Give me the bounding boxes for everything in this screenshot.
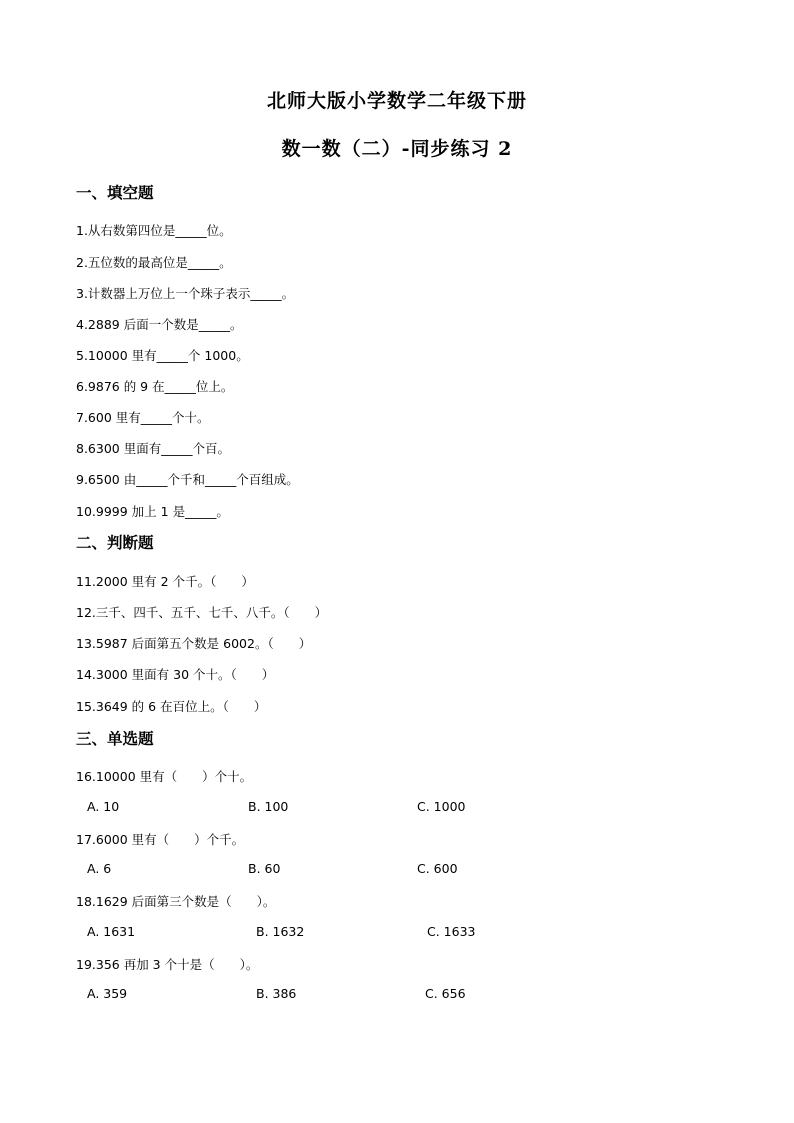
document-subtitle: 数一数（二）-同步练习 2 bbox=[281, 138, 513, 160]
option-a: A. 10 bbox=[87, 799, 120, 814]
option-a: A. 359 bbox=[87, 986, 128, 1001]
section-heading-multiple-choice: 三、单选题 bbox=[76, 730, 154, 748]
question-item: 16.10000 里有（ ）个十。 bbox=[76, 769, 253, 784]
question-item: 2.五位数的最高位是_____。 bbox=[76, 255, 232, 270]
question-item: 17.6000 里有（ ）个千。 bbox=[76, 832, 245, 847]
question-item: 6.9876 的 9 在_____位上。 bbox=[76, 379, 234, 394]
question-item: 12.三千、四千、五千、七千、八千。（ ） bbox=[76, 605, 328, 620]
option-b: B. 1632 bbox=[256, 924, 305, 939]
question-item: 8.6300 里面有_____个百。 bbox=[76, 441, 230, 456]
question-item: 7.600 里有_____个十。 bbox=[76, 410, 210, 425]
question-item: 11.2000 里有 2 个千。（ ） bbox=[76, 574, 254, 589]
section-heading-fill-in-blank: 一、填空题 bbox=[76, 184, 154, 202]
option-c: C. 1000 bbox=[417, 799, 466, 814]
option-b: B. 386 bbox=[256, 986, 297, 1001]
question-item: 13.5987 后面第五个数是 6002。（ ） bbox=[76, 636, 312, 651]
question-item: 19.356 再加 3 个十是（ ）。 bbox=[76, 957, 259, 972]
option-a: A. 6 bbox=[87, 861, 112, 876]
question-item: 14.3000 里面有 30 个十。（ ） bbox=[76, 667, 275, 682]
question-item: 15.3649 的 6 在百位上。（ ） bbox=[76, 699, 267, 714]
question-item: 4.2889 后面一个数是_____。 bbox=[76, 317, 243, 332]
question-item: 1.从右数第四位是_____位。 bbox=[76, 223, 232, 238]
question-item: 3.计数器上万位上一个珠子表示_____。 bbox=[76, 286, 295, 301]
question-item: 18.1629 后面第三个数是（ ）。 bbox=[76, 894, 276, 909]
document-title: 北师大版小学数学二年级下册 bbox=[266, 90, 527, 112]
question-item: 10.9999 加上 1 是_____。 bbox=[76, 504, 229, 519]
option-c: C. 600 bbox=[417, 861, 458, 876]
option-c: C. 656 bbox=[425, 986, 466, 1001]
question-item: 9.6500 由_____个千和_____个百组成。 bbox=[76, 472, 299, 487]
option-c: C. 1633 bbox=[427, 924, 476, 939]
question-item: 5.10000 里有_____个 1000。 bbox=[76, 348, 249, 363]
option-b: B. 100 bbox=[248, 799, 289, 814]
option-b: B. 60 bbox=[248, 861, 281, 876]
option-a: A. 1631 bbox=[87, 924, 136, 939]
section-heading-true-false: 二、判断题 bbox=[76, 534, 154, 552]
